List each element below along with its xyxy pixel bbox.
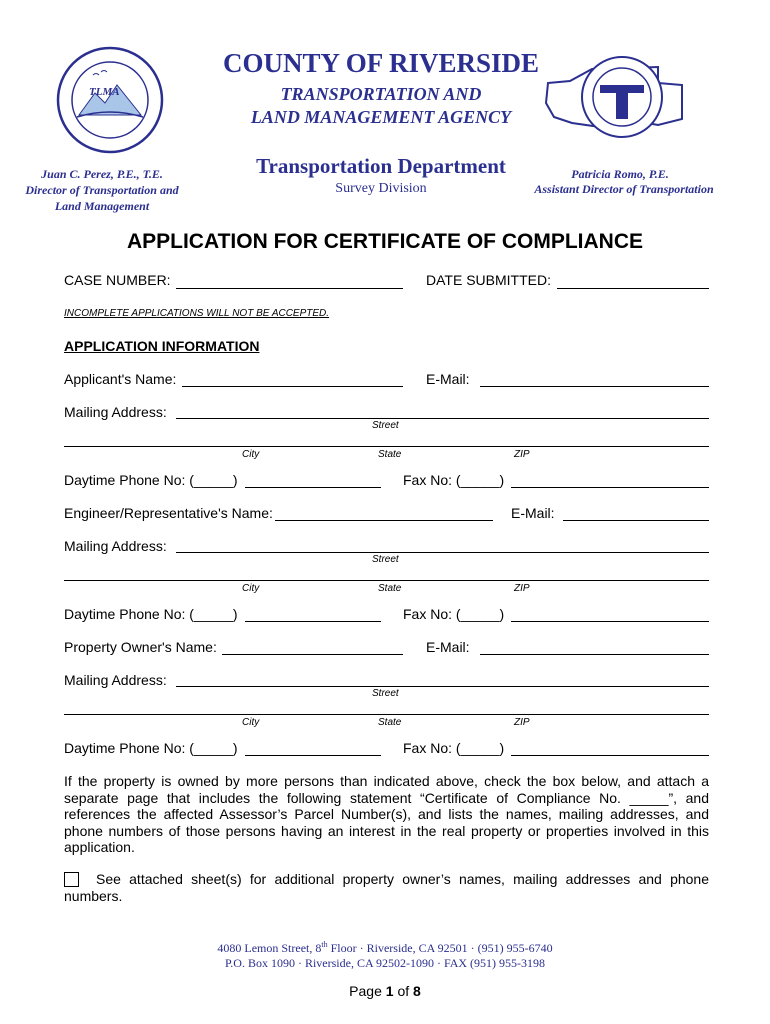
engineer-fax-label: Fax No: (_____)	[403, 606, 505, 622]
director-title-1: Director of Transportation and	[25, 183, 179, 197]
engineer-city-state-zip-field[interactable]	[64, 580, 709, 581]
applicant-mailing-address-label: Mailing Address:	[64, 404, 167, 420]
owner-name-field[interactable]	[222, 654, 403, 655]
footer-address-line-2: P.O. Box 1090 · Riverside, CA 92502-1090 · FAX (951) 955-3198	[224, 956, 546, 970]
agency-line-2: LAND MANAGEMENT AGENCY	[250, 107, 512, 127]
page-word: Page	[349, 983, 382, 999]
applicant-fax-label: Fax No: (_____)	[403, 472, 505, 488]
director-title-2: Land Management	[54, 199, 150, 213]
applicant-state-caption: State	[378, 449, 402, 460]
applicant-zip-caption: ZIP	[514, 449, 530, 460]
applicant-city-state-zip-field[interactable]	[64, 446, 709, 447]
county-title: COUNTY OF RIVERSIDE	[222, 48, 540, 78]
incomplete-notice: INCOMPLETE APPLICATIONS WILL NOT BE ACCEPTED.	[64, 308, 330, 319]
of-word: of	[397, 983, 410, 999]
owner-daytime-phone-field[interactable]	[245, 755, 381, 756]
page-current: 1	[385, 983, 394, 999]
tlma-seal-logo	[55, 45, 165, 155]
owner-fax-field[interactable]	[511, 755, 709, 756]
owner-mailing-address-label: Mailing Address:	[64, 672, 167, 688]
owner-fax-label: Fax No: (_____)	[403, 740, 505, 756]
owner-state-caption: State	[378, 717, 402, 728]
form-title: APPLICATION FOR CERTIFICATE OF COMPLIANCE	[126, 230, 644, 253]
engineer-name-field[interactable]	[275, 520, 493, 521]
owner-zip-caption: ZIP	[514, 717, 530, 728]
applicant-street-caption: Street	[372, 420, 399, 431]
footer-address-line-1	[0, 940, 770, 956]
applicant-city-caption: City	[242, 449, 260, 460]
tlma-seal-center: TLMA	[89, 86, 120, 98]
owner-street-field[interactable]	[176, 686, 709, 687]
applicant-daytime-phone-field[interactable]	[245, 487, 381, 488]
department-title: Transportation Department	[256, 154, 506, 178]
owner-city-caption: City	[242, 717, 260, 728]
engineer-state-caption: State	[378, 583, 402, 594]
engineer-email-label: E-Mail:	[511, 505, 555, 521]
section-heading: APPLICATION INFORMATION	[64, 338, 260, 354]
engineer-street-caption: Street	[372, 554, 399, 565]
assistant-director-name: Patricia Romo, P.E.	[571, 167, 669, 181]
director-name: Juan C. Perez, P.E., T.E.	[41, 167, 163, 181]
footer-address-pre: 4080 Lemon Street, 8	[217, 941, 322, 955]
engineer-city-caption: City	[242, 583, 260, 594]
engineer-street-field[interactable]	[176, 552, 709, 553]
applicant-street-field[interactable]	[176, 418, 709, 419]
date-submitted-field[interactable]	[557, 288, 709, 289]
footer-address-post: Floor · Riverside, CA 92501 · (951) 955-6740	[327, 941, 553, 955]
engineer-mailing-address-label: Mailing Address:	[64, 538, 167, 554]
case-number-label: CASE NUMBER:	[64, 272, 171, 288]
owner-city-state-zip-field[interactable]	[64, 714, 709, 715]
applicant-name-field[interactable]	[182, 386, 403, 387]
owner-street-caption: Street	[372, 688, 399, 699]
engineer-fax-field[interactable]	[511, 621, 709, 622]
assistant-director-title: Assistant Director of Transportation	[534, 182, 714, 196]
applicant-daytime-phone-label: Daytime Phone No: (_____)	[64, 472, 238, 488]
date-submitted-label: DATE SUBMITTED:	[426, 272, 551, 288]
applicant-email-field[interactable]	[480, 386, 709, 387]
engineer-email-field[interactable]	[563, 520, 709, 521]
instructions-paragraph: If the property is owned by more persons than indicated above, check the box below, and attach a separate page that includes the following statement “Certificate of Compliance No. _____”, and references the affected Assessor’s Parcel Number(s), and lists the names, mailing addresses, and phone numbers of those persons having an interest in the real property or properties involved in this application.	[64, 773, 709, 855]
owner-email-label: E-Mail:	[426, 639, 470, 655]
footer-address-sup: th	[321, 940, 328, 949]
engineer-daytime-phone-label: Daytime Phone No: (_____)	[64, 606, 238, 622]
page-total: 8	[413, 983, 421, 999]
engineer-name-label: Engineer/Representative's Name:	[64, 505, 273, 521]
applicant-email-label: E-Mail:	[426, 371, 470, 387]
case-number-field[interactable]	[176, 288, 403, 289]
agency-line-1: TRANSPORTATION AND	[280, 84, 482, 104]
division-title: Survey Division	[335, 181, 427, 196]
owner-daytime-phone-label: Daytime Phone No: (_____)	[64, 740, 238, 756]
owner-name-label: Property Owner's Name:	[64, 639, 217, 655]
owner-email-field[interactable]	[480, 654, 709, 655]
engineer-daytime-phone-field[interactable]	[245, 621, 381, 622]
page-number	[0, 983, 770, 999]
checkbox-label: See attached sheet(s) for additional property owner’s names, mailing addresses and phone numbers.	[64, 871, 709, 904]
applicant-fax-field[interactable]	[511, 487, 709, 488]
engineer-zip-caption: ZIP	[514, 583, 530, 594]
applicant-name-label: Applicant's Name:	[64, 371, 177, 387]
